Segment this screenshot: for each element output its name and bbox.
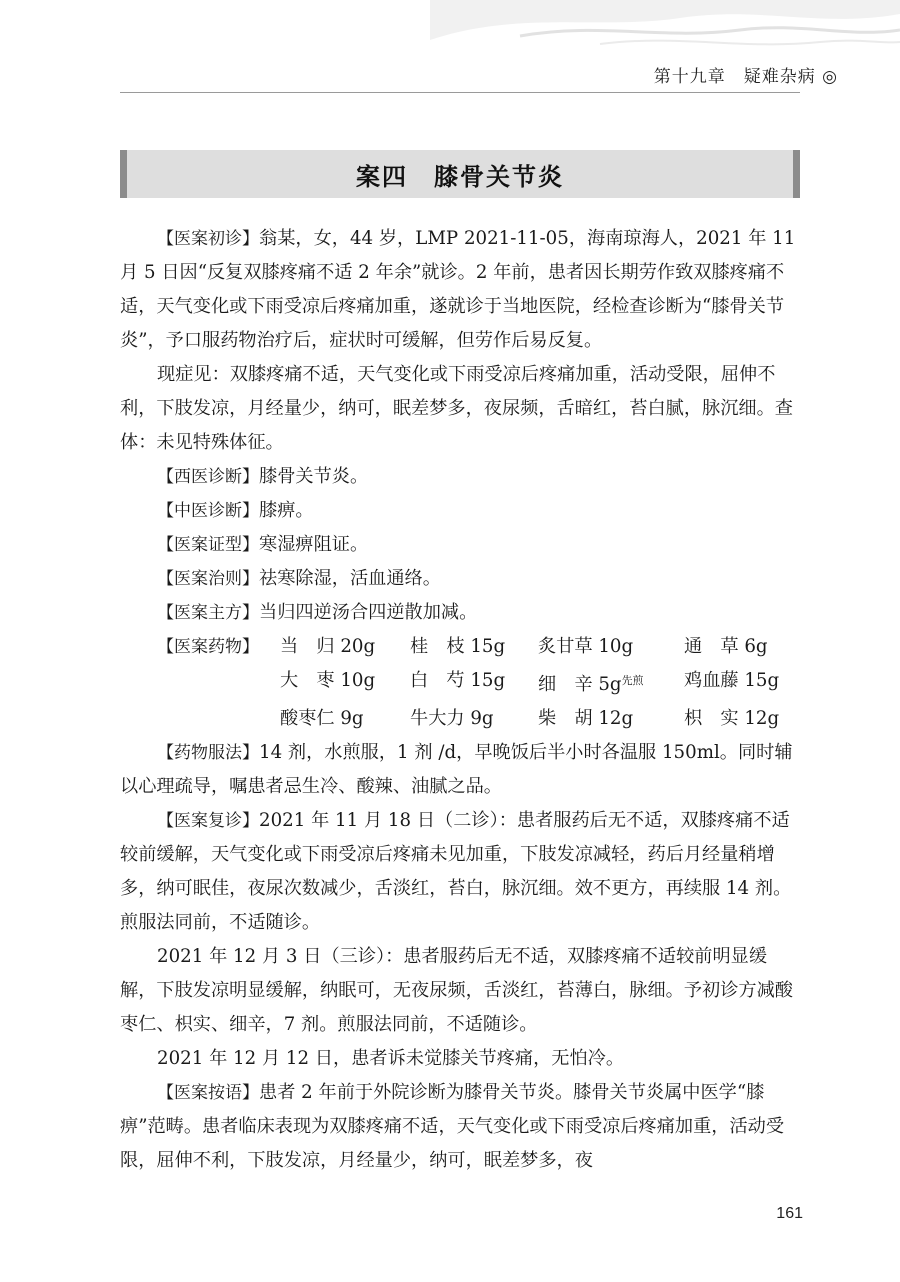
first-visit-text: 翁某，女，44 岁，LMP 2021-11-05，海南琼海人，2021 年 11 月 5 日因“反复双膝疼痛不适 2 年余”就诊。2 年前，患者因长期劳作致双膝疼痛不适，天气变化或下雨受凉后疼痛加重，遂就诊于当地医院，经检查诊断为“膝骨关节炎”，予口服药物治疗后，症状时可缓解，但劳作后易反复。 [120,228,796,351]
usage-text: 14 剂，水煎服，1 剂 /d，早晚饭后半小时各温服 150ml。同时辅以心理疏导，嘱患者忌生冷、酸辣、油腻之品。 [120,742,793,797]
syndrome-text: 寒湿痹阻证。 [259,534,369,555]
first-visit-paragraph [120,222,802,358]
principle-line [120,562,802,596]
drug-item: 通 草 6g [684,636,768,657]
page-number: 161 [776,1205,803,1222]
revisit-text: 2021 年 11 月 18 日（二诊）：患者服药后无不适，双膝疼痛不适较前缓解，天气变化或下雨受凉后疼痛未见加重，下肢发凉减轻，药后月经量稍增多，纳可眠佳，夜尿次数减少，舌淡红，苔白，脉沉细。效不更方，再续服 14 剂。煎服法同前，不适随诊。 [120,810,792,933]
comment-text: 患者 2 年前于外院诊断为膝骨关节炎。膝骨关节炎属中医学“膝痹”范畴。患者临床表现为双膝疼痛不适，天气变化或下雨受凉后疼痛加重，活动受限，屈伸不利，下肢发凉，月经量少，纳可，眠差梦多，夜 [120,1082,785,1171]
drug-note: 先煎 [621,674,644,687]
drug-item: 桂 枝 15g [410,636,506,657]
drug-grid [280,630,796,736]
drug-item: 白 芍 15g [410,670,506,691]
drug-item: 牛大力 9g [410,708,494,729]
revisit-paragraph [120,804,802,940]
formula-text: 当归四逆汤合四逆散加减。 [259,602,478,623]
fourth-visit-paragraph: 2021 年 12 月 12 日，患者诉未觉膝关节疼痛，无怕冷。 [157,1048,625,1069]
current-symptoms-paragraph: 现症见：双膝疼痛不适，天气变化或下雨受凉后疼痛加重，活动受限，屈伸不利，下肢发凉，月经量少，纳可，眠差梦多，夜尿频，舌暗红，苔白腻，脉沉细。查体：未见特殊体征。 [120,364,793,453]
case-content [120,222,802,1178]
header-divider [120,92,800,93]
third-visit-paragraph: 2021 年 12 月 3 日（三诊）：患者服药后无不适，双膝疼痛不适较前明显缓解，下肢发凉明显缓解，纳眠可，无夜尿频，舌淡红，苔薄白，脉细。予初诊方减酸枣仁、枳实、细辛，7 剂。煎服法同前，不适随诊。 [120,946,793,1035]
formula-label: 【医案主方】 [157,603,259,623]
drug-item: 枳 实 12g [684,708,780,729]
revisit-label: 【医案复诊】 [157,811,259,831]
section-title: 案四 膝骨关节炎 [356,162,564,191]
drug-item: 鸡血藤 15g [684,670,780,691]
drug-item: 炙甘草 10g [538,636,634,657]
drugs-label: 【医案药物】 [157,637,259,657]
drug-item: 细 辛 5g [538,674,622,695]
tcm-diagnosis-line [120,494,802,528]
formula-line [120,596,802,630]
section-title-bar [120,150,800,198]
syndrome-line [120,528,802,562]
drug-item: 当 归 20g [280,636,376,657]
tcm-diagnosis-label: 【中医诊断】 [157,501,259,521]
syndrome-label: 【医案证型】 [157,535,259,555]
comment-paragraph [120,1076,802,1178]
principle-text: 祛寒除湿，活血通络。 [259,568,441,589]
usage-label: 【药物服法】 [157,743,259,763]
western-diagnosis-text: 膝骨关节炎。 [259,466,369,487]
running-head: 第十九章 疑难杂病 ◎ [653,67,838,87]
tcm-diagnosis-text: 膝痹。 [259,500,314,521]
western-diagnosis-label: 【西医诊断】 [157,467,259,487]
drug-item-with-note [538,664,684,702]
principle-label: 【医案治则】 [157,569,259,589]
drug-item: 大 枣 10g [280,670,376,691]
drug-item: 柴 胡 12g [538,708,634,729]
comment-label: 【医案按语】 [157,1083,259,1103]
drug-item: 酸枣仁 9g [280,708,364,729]
western-diagnosis-line [120,460,802,494]
first-visit-label: 【医案初诊】 [157,229,259,249]
drug-list-block [120,630,802,736]
usage-paragraph [120,736,802,804]
